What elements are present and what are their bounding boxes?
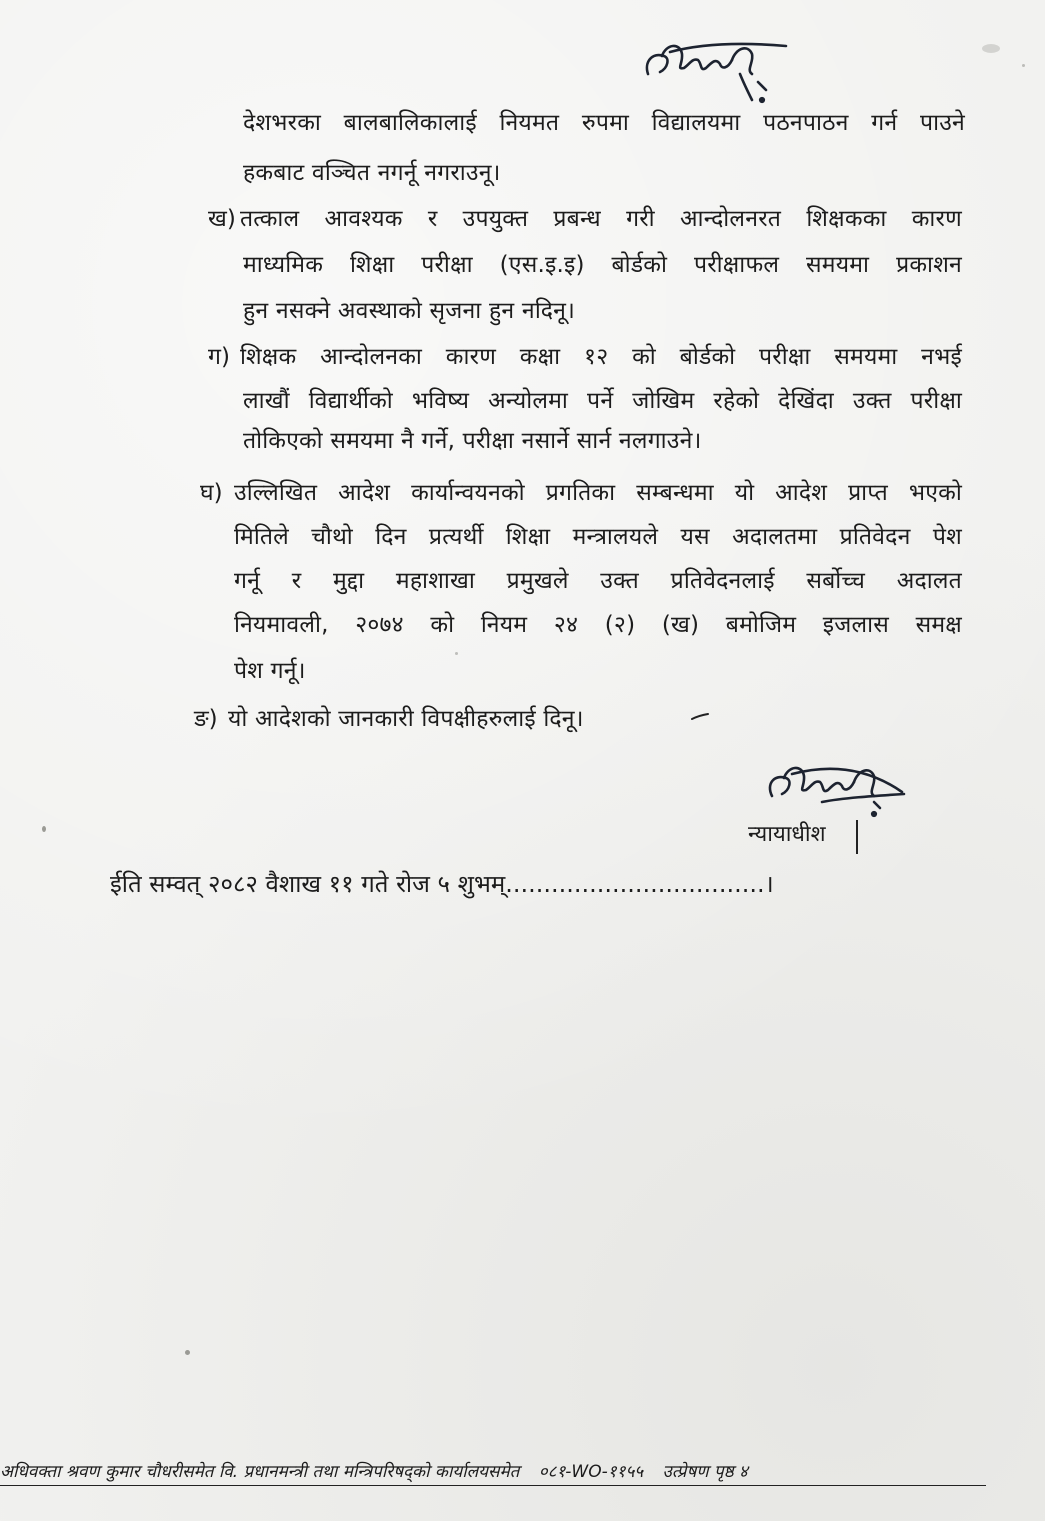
item-marker-kha: ख) — [208, 206, 236, 232]
item-gha-line-2: मितिले चौथो दिन प्रत्यर्थी शिक्षा मन्त्रालयले यस अदालतमा प्रतिवेदन पेश — [234, 524, 962, 550]
scan-speck — [455, 652, 458, 655]
footer-page-label: उत्प्रेषण पृष्ठ ४ — [662, 1462, 748, 1482]
item-marker-ga: ग) — [208, 344, 230, 370]
item-gha-line-1: उल्लिखित आदेश कार्यान्वयनको प्रगतिका सम्बन्धमा यो आदेश प्राप्त भएको — [234, 480, 962, 506]
item-kha-line-3: हुन नसक्ने अवस्थाको सृजना हुन नदिनू। — [243, 298, 576, 324]
item-gha-line-5: पेश गर्नू। — [234, 658, 306, 684]
scan-speck — [42, 826, 46, 832]
item-kha-line-1: तत्काल आवश्यक र उपयुक्त प्रबन्ध गरी आन्दोलनरत शिक्षकका कारण — [240, 206, 962, 232]
closing-line: ईति सम्वत् २०८२ वैशाख ११ गते रोज ५ शुभम्..................................। — [110, 870, 774, 898]
item-gha-line-3: गर्नू र मुद्दा महाशाखा प्रमुखले उक्त प्रतिवेदनलाई सर्बोच्च अदालत — [234, 568, 962, 594]
footer-case-number: ०८१-WO-११५५ — [538, 1462, 644, 1482]
item-nga-line-1: यो आदेशको जानकारी विपक्षीहरुलाई दिनू। — [228, 706, 584, 732]
scan-speck — [982, 44, 1000, 53]
item-marker-gha: घ) — [200, 480, 223, 506]
intro-line-1: देशभरका बालबालिकालाई नियमत रुपमा विद्यालयमा पठनपाठन गर्न पाउने — [243, 110, 965, 136]
item-ga-line-1: शिक्षक आन्दोलनका कारण कक्षा १२ को बोर्डको परीक्षा समयमा नभई — [240, 344, 962, 370]
footer-case-reference — [0, 1460, 986, 1486]
judge-signature-image — [762, 752, 912, 822]
footer-case-title: अधिवक्ता श्रवण कुमार चौधरीसमेत वि. प्रधानमन्त्री तथा मन्त्रिपरिषद्को कार्यालयसमेत — [0, 1462, 520, 1482]
item-gha-line-4: नियमावली, २०७४ को नियम २४ (२) (ख) बमोजिम इजलास समक्ष — [234, 612, 962, 638]
item-ga-line-2: लाखौं विद्यार्थीको भविष्य अन्योलमा पर्ने जोखिम रहेको देखिंदा उक्त परीक्षा — [243, 388, 962, 414]
item-ga-line-3: तोकिएको समयमा नै गर्ने, परीक्षा नसार्ने सार्न नलगाउने। — [243, 428, 702, 454]
judge-label-stroke — [856, 820, 858, 854]
scan-speck — [1022, 64, 1025, 67]
item-marker-nga: ङ) — [194, 706, 218, 732]
pen-stroke-mark — [690, 712, 710, 722]
item-kha-line-2: माध्यमिक शिक्षा परीक्षा (एस.इ.इ) बोर्डको परीक्षाफल समयमा प्रकाशन — [243, 252, 962, 278]
top-signature-image — [640, 34, 790, 106]
intro-line-2: हकबाट वञ्चित नगर्नू नगराउनू। — [243, 160, 501, 186]
scan-speck — [185, 1350, 190, 1355]
judge-label: न्यायाधीश — [748, 822, 826, 847]
